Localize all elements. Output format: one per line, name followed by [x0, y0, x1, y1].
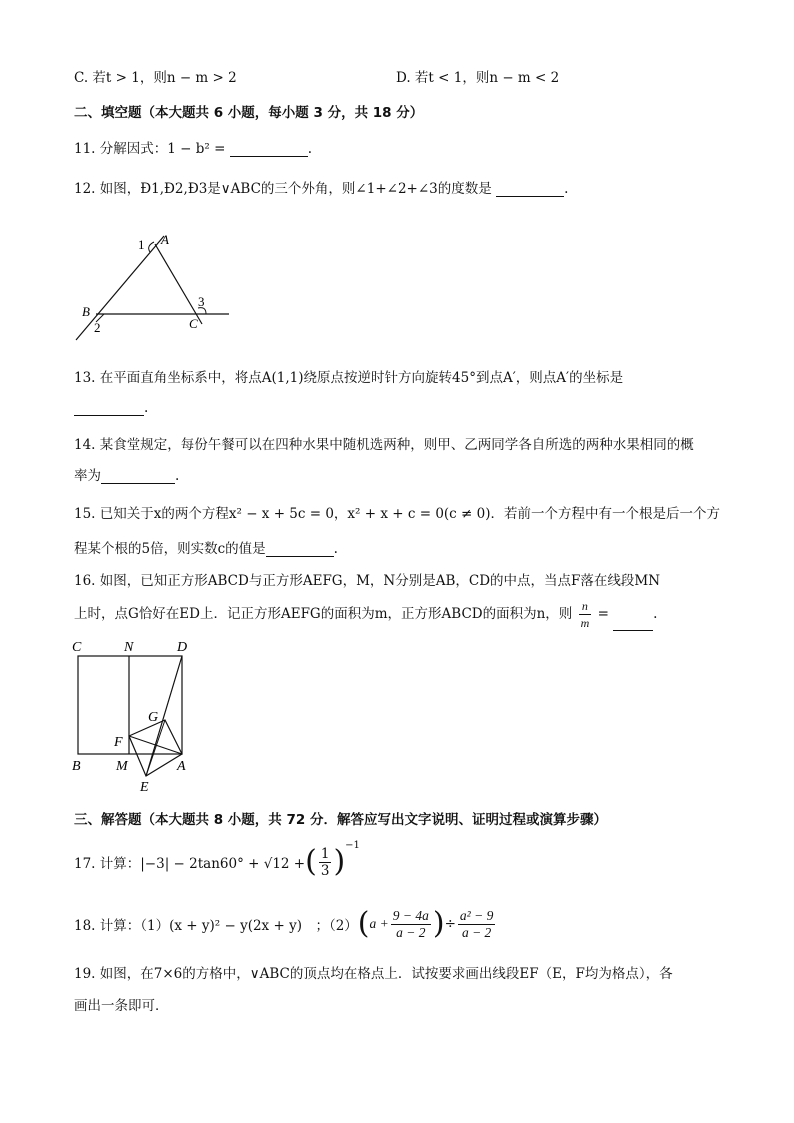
q11-answer-blank[interactable]	[230, 142, 308, 157]
q14-text2: 率为	[74, 468, 101, 484]
q12-end: .	[564, 181, 569, 197]
q12-text: 12. 如图，Ð1,Ð2,Ð3是∨ABC的三个外角，则∠1+∠2+∠3的度数是	[74, 181, 492, 197]
label-C: C	[72, 640, 82, 655]
q15-text2: 程某个根的5倍，则实数c的值是	[74, 541, 266, 557]
q18-fraction-2	[458, 908, 495, 941]
q18-frac1-num: 9 − 4a	[392, 907, 429, 923]
question-13: 13. 在平面直角坐标系中，将点A(1,1)绕原点按逆时针方向旋转45°到点A′，则点A′的坐标是	[74, 370, 624, 386]
line-ba-extended	[76, 236, 164, 340]
q16-answer-blank[interactable]	[613, 616, 653, 631]
label-D: D	[177, 640, 188, 655]
section-2-title: 二、填空题（本大题共 6 小题，每小题 3 分，共 18 分）	[74, 105, 424, 121]
label-G: G	[148, 710, 159, 725]
q16-eq: =	[597, 606, 609, 622]
q17-frac-num: 1	[320, 845, 330, 862]
q11-text: 11. 分解因式：1 − b² =	[74, 141, 226, 157]
label-N: N	[124, 640, 134, 655]
q16-end: .	[653, 606, 658, 622]
q16-fraction	[579, 598, 592, 631]
q13-answer-blank[interactable]	[74, 401, 144, 416]
q17-fraction	[319, 846, 332, 879]
triangle-figure	[74, 222, 244, 347]
q13-end: .	[144, 400, 149, 416]
squares-figure	[66, 636, 206, 798]
q15-answer-blank[interactable]	[266, 542, 334, 557]
label-1: 1	[138, 237, 145, 252]
q17-exponent: −1	[345, 840, 360, 851]
q14-end: .	[175, 468, 180, 484]
q16-text2: 上时，点G恰好在ED上．记正方形AEFG的面积为m，正方形ABCD的面积为n，则	[74, 606, 573, 622]
q18-frac1-den: a − 2	[396, 924, 426, 940]
label-C: C	[189, 316, 198, 331]
question-19-line2: 画出一条即可．	[74, 998, 169, 1014]
line-ac-extended	[155, 244, 202, 324]
label-A: A	[161, 232, 169, 247]
q17-paren-left: (	[305, 844, 317, 879]
q16-frac-num: n	[579, 598, 592, 615]
label-B: B	[72, 759, 81, 774]
option-d: D. 若t < 1，则n − m < 2	[396, 70, 560, 86]
q18-fraction-1	[391, 908, 431, 941]
question-14-line1: 14. 某食堂规定，每份午餐可以在四种水果中随机选两种，则甲、乙两同学各自所选的两种水果相同的概	[74, 437, 694, 453]
diagonal-eg	[146, 720, 165, 776]
q14-answer-blank[interactable]	[101, 469, 175, 484]
q11-end: .	[307, 141, 312, 157]
label-2: 2	[94, 320, 101, 335]
question-18	[74, 902, 497, 946]
question-12	[74, 177, 568, 197]
label-F: F	[114, 735, 123, 750]
question-17	[74, 840, 360, 884]
question-16-line2	[74, 598, 657, 631]
label-E: E	[140, 780, 149, 795]
q18-part-a: a +	[369, 916, 389, 931]
q17-text: 17. 计算：|−3| − 2tan60° + √12 +	[74, 856, 306, 872]
q18-paren-left: (	[357, 906, 370, 941]
q16-frac-den: m	[580, 616, 590, 630]
q18-frac2-num: a² − 9	[459, 907, 494, 923]
q18-paren-right: )	[432, 906, 445, 941]
question-11	[74, 137, 312, 157]
q17-frac-den: 3	[320, 862, 330, 879]
option-c: C. 若t > 1，则n − m > 2	[74, 70, 237, 86]
question-16-line1: 16. 如图，已知正方形ABCD与正方形AEFG，M，N分别是AB，CD的中点，当点F落在线段MN	[74, 573, 661, 589]
q15-end: .	[333, 541, 338, 557]
question-15-line1: 15. 已知关于x的两个方程x² − x + 5c = 0，x² + x + c = 0(c ≠ 0)．若前一个方程中有一个根是后一个方	[74, 506, 720, 522]
question-15-line2	[74, 537, 338, 557]
q18-div: ÷	[444, 916, 456, 932]
question-13-answer	[74, 400, 148, 416]
label-M: M	[116, 759, 128, 774]
q18-frac2-den: a − 2	[461, 924, 492, 940]
q18-text: 18. 计算：（1）(x + y)² − y(2x + y) ；（2）	[74, 918, 358, 934]
q12-answer-blank[interactable]	[496, 182, 564, 197]
question-14-line2	[74, 464, 179, 484]
label-3: 3	[198, 294, 205, 309]
label-B: B	[82, 304, 90, 319]
q17-paren-right: )	[333, 844, 346, 879]
section-3-title: 三、解答题（本大题共 8 小题，共 72 分．解答应写出文字说明、证明过程或演算步骤）	[74, 812, 607, 828]
question-19-line1: 19. 如图，在7×6的方格中，∨ABC的顶点均在格点上．试按要求画出线段EF（E，F均为格点），各	[74, 966, 673, 982]
label-A: A	[177, 759, 186, 774]
